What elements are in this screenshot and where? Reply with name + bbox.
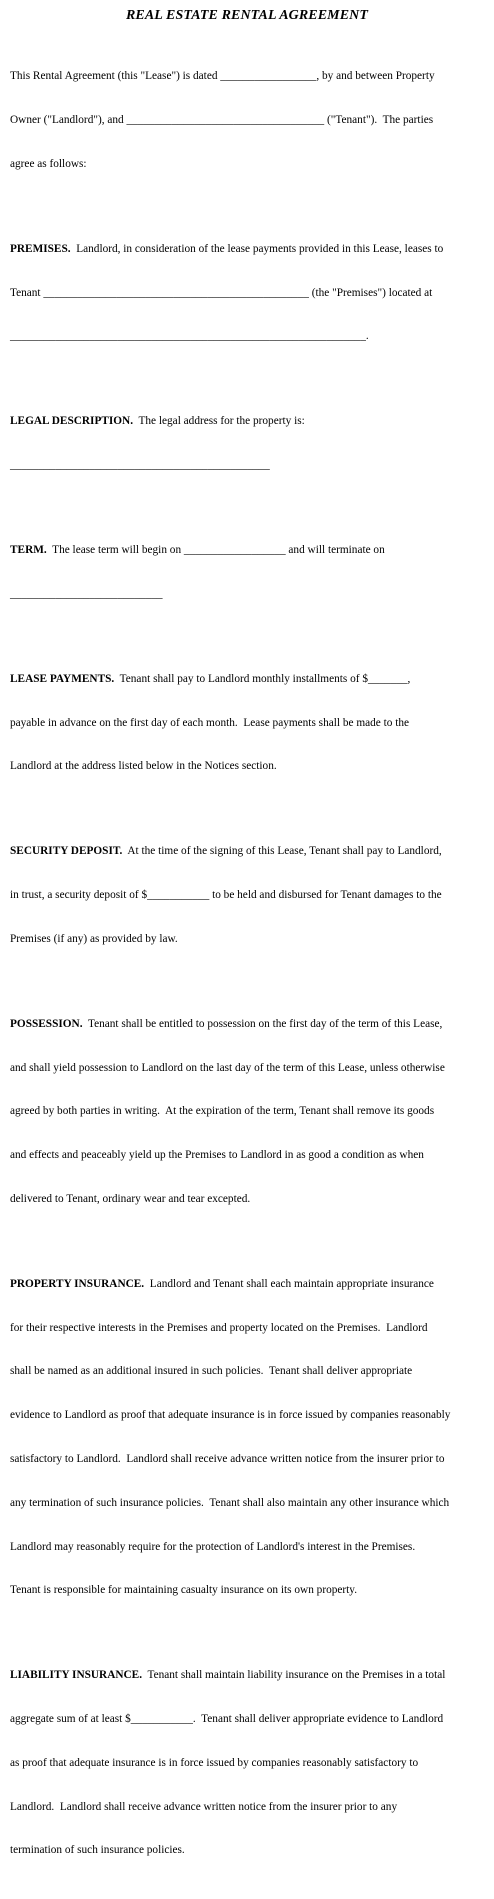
term-heading: TERM. xyxy=(10,544,47,556)
lease-payments-text: payable in advance on the first day of each month. Lease payments shall be made to the xyxy=(10,716,410,729)
liability-insurance-text: aggregate sum of at least $___________. Tenant shall deliver appropriate evidence to Landlord xyxy=(10,1713,444,1726)
lease-payments-text: Tenant shall pay to Landlord monthly installments of $_______, xyxy=(114,672,411,685)
premises-text: Landlord, in consideration of the lease payments provided in this Lease, leases to xyxy=(70,242,444,255)
intro-line: agree as follows: xyxy=(10,157,87,170)
premises-text: _______________________________________________________________. xyxy=(10,330,369,343)
property-insurance-text: shall be named as an additional insured in such policies. Tenant shall deliver appropriate xyxy=(10,1365,413,1378)
intro-line: This Rental Agreement (this "Lease") is dated _________________, by and between Property xyxy=(10,70,435,83)
legal-description-section xyxy=(10,385,484,502)
intro-paragraph xyxy=(10,40,484,201)
intro-line: Owner ("Landlord"), and ___________________________________ ("Tenant"). The parties xyxy=(10,113,434,126)
liability-insurance-section xyxy=(10,1639,484,1887)
term-section xyxy=(10,514,484,631)
possession-text: and effects and peaceably yield up the Premises to Landlord in as good a condition as when xyxy=(10,1149,424,1162)
property-insurance-text: Tenant is responsible for maintaining casualty insurance on its own property. xyxy=(10,1584,358,1597)
premises-section xyxy=(10,213,484,374)
property-insurance-text: satisfactory to Landlord. Landlord shall receive advance written notice from the insurer prior to xyxy=(10,1453,445,1466)
term-text: The lease term will begin on __________________ and will terminate on xyxy=(46,544,385,556)
property-insurance-heading: PROPERTY INSURANCE. xyxy=(10,1277,145,1290)
legal-description-text: ______________________________________________ xyxy=(10,459,270,472)
premises-text: Tenant _______________________________________________ (the "Premises") located at xyxy=(10,286,433,299)
possession-text: and shall yield possession to Landlord on the last day of the term of this Lease, unless otherwise xyxy=(10,1061,445,1074)
property-insurance-text: for their respective interests in the Premises and property located on the Premises. Landlord xyxy=(10,1321,428,1334)
premises-heading: PREMISES. xyxy=(10,242,71,255)
lease-payments-section xyxy=(10,643,484,804)
property-insurance-text: any termination of such insurance policies. Tenant shall also maintain any other insurance which xyxy=(10,1496,450,1509)
liability-insurance-heading: LIABILITY INSURANCE. xyxy=(10,1669,143,1682)
possession-text: agreed by both parties in writing. At the expiration of the term, Tenant shall remove its goods xyxy=(10,1105,435,1118)
possession-text: delivered to Tenant, ordinary wear and tear excepted. xyxy=(10,1192,251,1205)
security-deposit-section xyxy=(10,815,484,976)
legal-description-text: The legal address for the property is: xyxy=(133,415,305,428)
liability-insurance-text: Landlord. Landlord shall receive advance written notice from the insurer prior to any xyxy=(10,1800,398,1813)
document-title: REAL ESTATE RENTAL AGREEMENT xyxy=(125,8,369,23)
security-deposit-text: Premises (if any) as provided by law. xyxy=(10,932,178,945)
term-text: ___________________________ xyxy=(10,587,163,600)
lease-payments-text: Landlord at the address listed below in the Notices section. xyxy=(10,760,277,773)
property-insurance-text: evidence to Landlord as proof that adequate insurance is in force issued by companies reasonably xyxy=(10,1409,451,1422)
possession-heading: POSSESSION. xyxy=(10,1017,83,1030)
property-insurance-text: Landlord and Tenant shall each maintain appropriate insurance xyxy=(144,1277,434,1290)
property-insurance-section xyxy=(10,1248,484,1627)
liability-insurance-text: Tenant shall maintain liability insurance on the Premises in a total xyxy=(142,1669,446,1682)
security-deposit-text: in trust, a security deposit of $___________ to be held and disbursed for Tenant damages to the xyxy=(10,889,442,902)
possession-text: Tenant shall be entitled to possession on the first day of the term of this Lease, xyxy=(82,1017,443,1030)
document-page xyxy=(10,8,484,1899)
liability-insurance-text: termination of such insurance policies. xyxy=(10,1844,185,1857)
security-deposit-text: At the time of the signing of this Lease, Tenant shall pay to Landlord, xyxy=(122,845,442,858)
lease-payments-heading: LEASE PAYMENTS. xyxy=(10,672,115,685)
legal-description-heading: LEGAL DESCRIPTION. xyxy=(10,415,134,428)
security-deposit-heading: SECURITY DEPOSIT. xyxy=(10,845,123,858)
possession-section xyxy=(10,988,484,1236)
property-insurance-text: Landlord may reasonably require for the protection of Landlord's interest in the Premises. xyxy=(10,1540,416,1553)
liability-insurance-text: as proof that adequate insurance is in force issued by companies reasonably satisfactory to xyxy=(10,1756,419,1769)
